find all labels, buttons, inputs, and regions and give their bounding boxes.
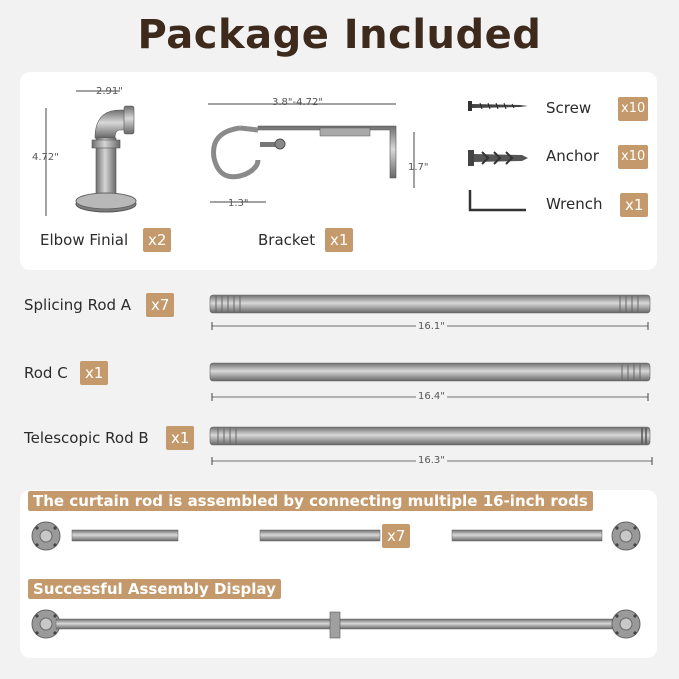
elbow-finial-width: 2.91" [96,86,123,97]
anchor-label: Anchor [546,147,599,165]
screw-qty: x10 [618,97,648,121]
rod-a-label: Splicing Rod A [24,296,132,314]
assembled-rod-image [26,604,652,646]
wrench-qty: x1 [620,193,648,217]
rod-b-length: 16.3" [418,455,445,466]
bracket-qty: x1 [325,228,353,252]
assembly-parts-image [26,518,652,558]
rod-b-qty: x1 [166,426,194,450]
rod-c-label: Rod C [24,364,68,382]
screw-icon [466,98,530,114]
rod-a-length: 16.1" [418,321,445,332]
anchor-icon [466,146,530,170]
rod-a-qty: x7 [146,293,174,317]
wrench-label: Wrench [546,195,603,213]
page-title: Package Included [137,12,542,58]
rod-c-length: 16.4" [418,391,445,402]
rod-b-label: Telescopic Rod B [24,429,149,447]
assembly-banner: The curtain rod is assembled by connecting multiple 16-inch rods [28,491,593,511]
rod-c-qty: x1 [80,361,108,385]
bracket-hook-width: 1.3" [228,198,249,209]
assembly-middle-qty: x7 [382,524,410,548]
elbow-finial-height: 4.72" [32,152,59,163]
elbow-finial-label: Elbow Finial [40,231,129,249]
screw-label: Screw [546,99,592,117]
anchor-qty: x10 [618,145,648,169]
bracket-length: 3.8"-4.72" [272,97,323,108]
assembly-display-banner: Successful Assembly Display [28,579,281,599]
wrench-icon [466,188,530,214]
bracket-label: Bracket [258,231,316,249]
bracket-height: 1.7" [408,162,429,173]
elbow-finial-qty: x2 [143,228,171,252]
